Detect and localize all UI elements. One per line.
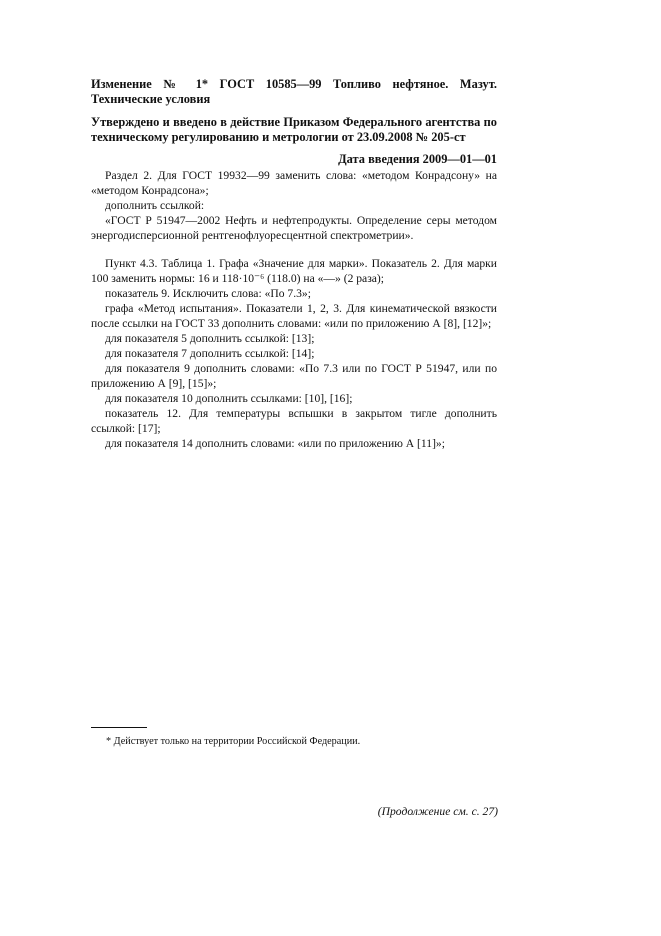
item43-paragraph: для показателя 10 дополнить ссылками: [10], [16]; (105, 392, 353, 405)
approval-statement: Утверждено и введено в действие Приказом Федерального агентства по техническому регулированию и метрологии от 23.09.2008 № 205-ст (91, 115, 497, 144)
section2-paragraph: Раздел 2. Для ГОСТ 19932—99 заменить слова: «методом Конрадсону» на «методом Конрадсона»; (91, 169, 497, 197)
document-header (91, 77, 497, 167)
continuation-note: (Продолжение см. с. 27) (377, 805, 498, 818)
document-title: Изменение № 1* ГОСТ 10585—99 Топливо нефтяное. Мазут. Технические условия (91, 77, 497, 106)
item43-paragraph: Пункт 4.3. Таблица 1. Графа «Значение для марки». Показатель 2. Для марки 100 заменить нормы: 16 и 118·10⁻⁶ (118.0) на «—» (2 раза); (91, 257, 497, 285)
item43-paragraph: для показателя 9 дополнить словами: «По 7.3 или по ГОСТ Р 51947, или по приложению А [9], [15]»; (91, 362, 497, 390)
item43-paragraph: графа «Метод испытания». Показатели 1, 2, 3. Для кинематической вязкости после ссылки на ГОСТ 33 дополнить словами: «или по приложению А [8], [12]»; (91, 302, 497, 330)
section2-paragraph: дополнить ссылкой: (105, 199, 205, 212)
document-body (91, 168, 497, 451)
item43-paragraph: для показателя 5 дополнить ссылкой: [13]; (105, 332, 315, 345)
footnote: * Действует только на территории Российской Федерации. (106, 736, 361, 747)
item43-paragraph: для показателя 14 дополнить словами: «или по приложению А [11]»; (105, 437, 445, 450)
section2-paragraph: «ГОСТ Р 51947—2002 Нефть и нефтепродукты. Определение серы методом энергодисперсионной рентгенофлуоресцентной спектрометрии». (91, 214, 497, 242)
item43-paragraph: показатель 12. Для температуры вспышки в закрытом тигле дополнить ссылкой: [17]; (91, 407, 497, 435)
footnote-divider (91, 727, 147, 728)
introduction-date: Дата введения 2009—01—01 (338, 152, 497, 166)
item43-paragraph: показатель 9. Исключить слова: «По 7.3»; (105, 287, 311, 300)
item43-paragraph: для показателя 7 дополнить ссылкой: [14]; (105, 347, 315, 360)
